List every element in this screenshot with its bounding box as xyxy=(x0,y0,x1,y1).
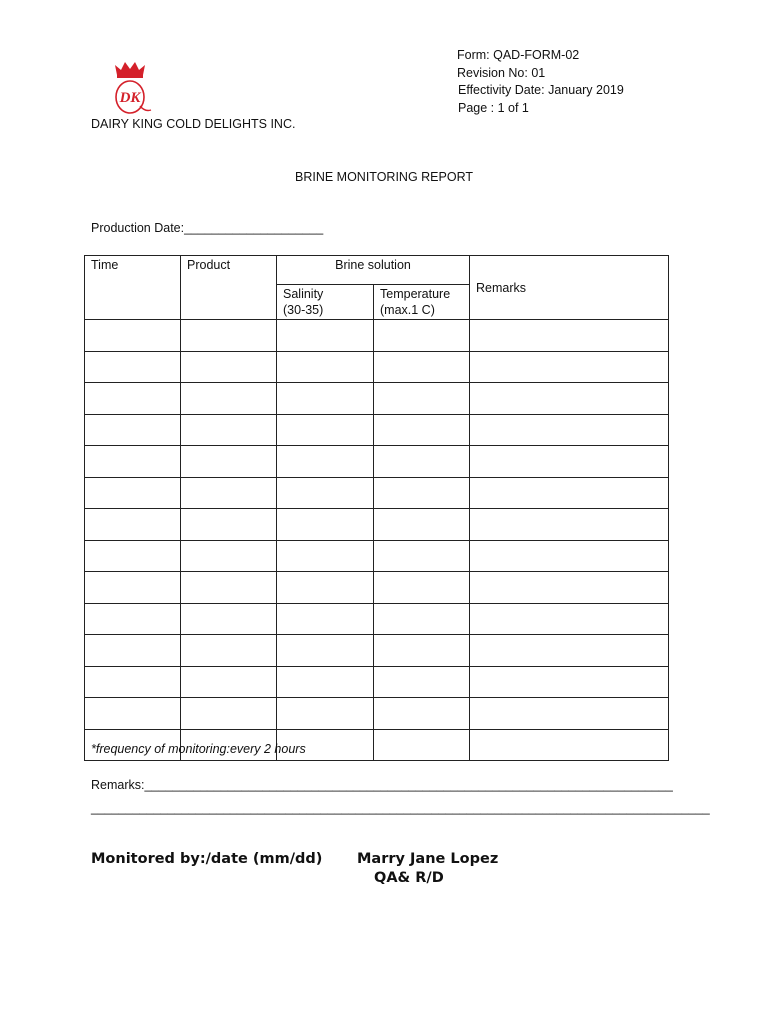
cell-remarks[interactable] xyxy=(470,666,669,698)
table-row xyxy=(85,477,669,509)
monitored-by-label: Monitored by:/date (mm/dd) xyxy=(91,851,323,867)
remarks-field[interactable]: Remarks:____________________________________________________________________________ xyxy=(91,778,673,792)
table-row xyxy=(85,351,669,383)
cell-salinity[interactable] xyxy=(277,383,374,415)
monitoring-frequency-note: *frequency of monitoring:every 2 hours xyxy=(91,742,306,756)
effectivity-date: Effectivity Date: January 2019 xyxy=(458,83,624,97)
cell-remarks[interactable] xyxy=(470,351,669,383)
temperature-label: Temperature xyxy=(380,287,451,301)
cell-salinity[interactable] xyxy=(277,477,374,509)
cell-remarks[interactable] xyxy=(470,414,669,446)
remarks-field-continuation[interactable]: _________________________________________________________________________________________ xyxy=(91,801,710,815)
cell-product[interactable] xyxy=(181,603,277,635)
salinity-range: (30-35) xyxy=(283,303,324,317)
cell-remarks[interactable] xyxy=(470,383,669,415)
cell-temperature[interactable] xyxy=(374,509,470,541)
cell-remarks[interactable] xyxy=(470,446,669,478)
cell-remarks[interactable] xyxy=(470,603,669,635)
column-header-temperature xyxy=(374,285,470,320)
form-code: Form: QAD-FORM-02 xyxy=(457,48,580,62)
form-meta-block xyxy=(457,47,624,117)
crown-icon xyxy=(115,62,145,78)
column-header-remarks: Remarks xyxy=(470,256,669,320)
production-date-field[interactable]: Production Date:____________________ xyxy=(91,221,324,235)
table-row xyxy=(85,414,669,446)
logo-text: DK xyxy=(119,90,141,106)
cell-temperature[interactable] xyxy=(374,477,470,509)
cell-salinity[interactable] xyxy=(277,603,374,635)
cell-product[interactable] xyxy=(181,666,277,698)
cell-salinity[interactable] xyxy=(277,351,374,383)
temperature-range: (max.1 C) xyxy=(380,303,435,317)
cell-remarks[interactable] xyxy=(470,698,669,730)
cell-remarks[interactable] xyxy=(470,540,669,572)
table-row xyxy=(85,698,669,730)
cell-time[interactable] xyxy=(85,635,181,667)
table-row xyxy=(85,383,669,415)
signer-role: QA& R/D xyxy=(374,870,444,886)
cell-time[interactable] xyxy=(85,540,181,572)
cell-time[interactable] xyxy=(85,414,181,446)
cell-product[interactable] xyxy=(181,446,277,478)
cell-product[interactable] xyxy=(181,635,277,667)
company-name: DAIRY KING COLD DELIGHTS INC. xyxy=(91,117,296,131)
column-header-time: Time xyxy=(85,256,181,320)
cell-product[interactable] xyxy=(181,572,277,604)
cell-salinity[interactable] xyxy=(277,414,374,446)
revision-number: Revision No: 01 xyxy=(457,65,546,80)
cell-remarks[interactable] xyxy=(470,572,669,604)
cell-time[interactable] xyxy=(85,446,181,478)
cell-time[interactable] xyxy=(85,351,181,383)
cell-salinity[interactable] xyxy=(277,509,374,541)
cell-product[interactable] xyxy=(181,351,277,383)
cell-temperature[interactable] xyxy=(374,729,470,761)
cell-time[interactable] xyxy=(85,603,181,635)
log-table-body xyxy=(85,320,669,761)
cell-product[interactable] xyxy=(181,414,277,446)
cell-temperature[interactable] xyxy=(374,698,470,730)
cell-product[interactable] xyxy=(181,540,277,572)
cell-remarks[interactable] xyxy=(470,320,669,352)
cell-temperature[interactable] xyxy=(374,572,470,604)
table-row xyxy=(85,603,669,635)
cell-time[interactable] xyxy=(85,698,181,730)
cell-salinity[interactable] xyxy=(277,540,374,572)
cell-time[interactable] xyxy=(85,509,181,541)
column-header-brine-solution: Brine solution xyxy=(277,256,470,285)
report-title: BRINE MONITORING REPORT xyxy=(294,170,474,184)
cell-salinity[interactable] xyxy=(277,572,374,604)
cell-time[interactable] xyxy=(85,666,181,698)
cell-temperature[interactable] xyxy=(374,446,470,478)
company-logo xyxy=(107,60,153,116)
table-row xyxy=(85,572,669,604)
cell-product[interactable] xyxy=(181,383,277,415)
cell-salinity[interactable] xyxy=(277,320,374,352)
table-row xyxy=(85,635,669,667)
cell-time[interactable] xyxy=(85,477,181,509)
cell-product[interactable] xyxy=(181,477,277,509)
cell-remarks[interactable] xyxy=(470,635,669,667)
cell-temperature[interactable] xyxy=(374,383,470,415)
column-header-product: Product xyxy=(181,256,277,320)
salinity-label: Salinity xyxy=(283,287,324,301)
cell-product[interactable] xyxy=(181,320,277,352)
column-header-salinity xyxy=(277,285,374,320)
signer-name: Marry Jane Lopez xyxy=(357,851,499,867)
cell-remarks[interactable] xyxy=(470,729,669,761)
cell-remarks[interactable] xyxy=(470,477,669,509)
table-row xyxy=(85,446,669,478)
cell-time[interactable] xyxy=(85,383,181,415)
cell-time[interactable] xyxy=(85,572,181,604)
cell-product[interactable] xyxy=(181,509,277,541)
table-row xyxy=(85,509,669,541)
table-row xyxy=(85,540,669,572)
cell-temperature[interactable] xyxy=(374,540,470,572)
cell-time[interactable] xyxy=(85,320,181,352)
cell-temperature[interactable] xyxy=(374,320,470,352)
brine-log-table xyxy=(84,255,669,761)
cell-temperature[interactable] xyxy=(374,414,470,446)
cell-salinity[interactable] xyxy=(277,698,374,730)
table-row xyxy=(85,666,669,698)
cell-temperature[interactable] xyxy=(374,666,470,698)
cell-salinity[interactable] xyxy=(277,446,374,478)
cell-salinity[interactable] xyxy=(277,666,374,698)
cell-temperature[interactable] xyxy=(374,603,470,635)
page-number: Page : 1 of 1 xyxy=(458,100,529,115)
cell-salinity[interactable] xyxy=(277,635,374,667)
cell-product[interactable] xyxy=(181,698,277,730)
cell-temperature[interactable] xyxy=(374,635,470,667)
table-row xyxy=(85,320,669,352)
cell-remarks[interactable] xyxy=(470,509,669,541)
cell-temperature[interactable] xyxy=(374,351,470,383)
